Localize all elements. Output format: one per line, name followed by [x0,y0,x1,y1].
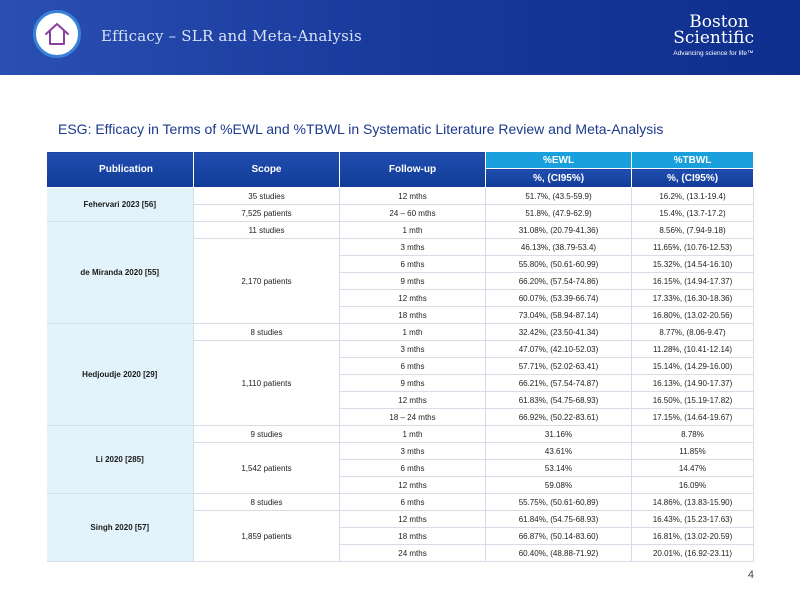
header-ewl-sub: %, (CI95%) [486,169,632,188]
followup-cell: 3 mths [340,443,486,460]
followup-cell: 12 mths [340,477,486,494]
followup-cell: 6 mths [340,358,486,375]
tbwl-cell: 14.47% [632,460,754,477]
home-icon [42,20,72,48]
ewl-cell: 55.80%, (50.61-60.99) [486,256,632,273]
tbwl-cell: 16.50%, (15.19-17.82) [632,392,754,409]
followup-cell: 24 mths [340,545,486,562]
followup-cell: 12 mths [340,511,486,528]
ewl-cell: 43.61% [486,443,632,460]
ewl-cell: 51.8%, (47.9-62.9) [486,205,632,222]
table-row [47,494,754,511]
tbwl-cell: 16.2%, (13.1-19.4) [632,188,754,205]
table-row [47,324,754,341]
ewl-cell: 47.07%, (42.10-52.03) [486,341,632,358]
tbwl-cell: 16.81%, (13.02-20.59) [632,528,754,545]
tbwl-cell: 15.14%, (14.29-16.00) [632,358,754,375]
brand-name-line1: Boston [689,12,749,32]
scope-cell: 1,542 patients [194,443,340,494]
ewl-cell: 32.42%, (23.50-41.34) [486,324,632,341]
table-row [47,426,754,443]
tbwl-cell: 11.65%, (10.76-12.53) [632,239,754,256]
scope-cell: 35 studies [194,188,340,205]
tbwl-cell: 8.77%, (8.06-9.47) [632,324,754,341]
scope-cell: 11 studies [194,222,340,239]
ewl-cell: 59.08% [486,477,632,494]
tbwl-cell: 8.78% [632,426,754,443]
header-tbwl-sub: %, (CI95%) [632,169,754,188]
header-ewl: %EWL [486,152,632,169]
followup-cell: 18 mths [340,307,486,324]
followup-cell: 12 mths [340,188,486,205]
publication-cell: Singh 2020 [57] [47,494,194,562]
scope-cell: 1,110 patients [194,341,340,426]
ewl-cell: 66.21%, (57.54-74.87) [486,375,632,392]
scope-cell: 8 studies [194,324,340,341]
publication-cell: Fehervari 2023 [56] [47,188,194,222]
top-banner [0,0,800,75]
tbwl-cell: 15.32%, (14.54-16.10) [632,256,754,273]
ewl-cell: 31.16% [486,426,632,443]
followup-cell: 1 mth [340,222,486,239]
tbwl-cell: 11.28%, (10.41-12.14) [632,341,754,358]
followup-cell: 18 mths [340,528,486,545]
followup-cell: 9 mths [340,273,486,290]
ewl-cell: 61.83%, (54.75-68.93) [486,392,632,409]
brand-name-line2: Scientific [673,28,754,48]
brand-logo [673,14,754,57]
followup-cell: 6 mths [340,460,486,477]
ewl-cell: 73.04%, (58.94-87.14) [486,307,632,324]
header-tbwl: %TBWL [632,152,754,169]
followup-cell: 3 mths [340,239,486,256]
efficacy-table [46,151,754,562]
followup-cell: 12 mths [340,290,486,307]
tbwl-cell: 17.15%, (14.64-19.67) [632,409,754,426]
publication-cell: Hedjoudje 2020 [29] [47,324,194,426]
ewl-cell: 57.71%, (52.02-63.41) [486,358,632,375]
table-row [47,188,754,205]
followup-cell: 9 mths [340,375,486,392]
followup-cell: 3 mths [340,341,486,358]
tbwl-cell: 16.15%, (14.94-17.37) [632,273,754,290]
scope-cell: 7,525 patients [194,205,340,222]
followup-cell: 18 – 24 mths [340,409,486,426]
followup-cell: 6 mths [340,256,486,273]
home-button[interactable] [33,10,81,58]
scope-cell: 2,170 patients [194,239,340,324]
tbwl-cell: 14.86%, (13.83-15.90) [632,494,754,511]
ewl-cell: 53.14% [486,460,632,477]
tbwl-cell: 16.09% [632,477,754,494]
ewl-cell: 61.84%, (54.75-68.93) [486,511,632,528]
ewl-cell: 60.40%, (48.88-71.92) [486,545,632,562]
ewl-cell: 66.92%, (50.22-83.61) [486,409,632,426]
followup-cell: 1 mth [340,426,486,443]
header-scope: Scope [194,152,340,188]
tbwl-cell: 16.80%, (13.02-20.56) [632,307,754,324]
tbwl-cell: 15.4%, (13.7-17.2) [632,205,754,222]
tbwl-cell: 17.33%, (16.30-18.36) [632,290,754,307]
tbwl-cell: 16.43%, (15.23-17.63) [632,511,754,528]
publication-cell: Li 2020 [285] [47,426,194,494]
tbwl-cell: 16.13%, (14.90-17.37) [632,375,754,392]
scope-cell: 1,859 patients [194,511,340,562]
scope-cell: 8 studies [194,494,340,511]
brand-tagline: Advancing science for life™ [673,50,754,57]
header-followup: Follow-up [340,152,486,188]
header-publication: Publication [47,152,194,188]
ewl-cell: 66.87%, (50.14-83.60) [486,528,632,545]
ewl-cell: 51.7%, (43.5-59.9) [486,188,632,205]
scope-cell: 9 studies [194,426,340,443]
tbwl-cell: 11.85% [632,443,754,460]
ewl-cell: 31.08%, (20.79-41.36) [486,222,632,239]
followup-cell: 24 – 60 mths [340,205,486,222]
table-body [47,188,754,562]
ewl-cell: 66.20%, (57.54-74.86) [486,273,632,290]
page-number: 4 [747,569,754,581]
table-row [47,222,754,239]
followup-cell: 1 mth [340,324,486,341]
page-title: ESG: Efficacy in Terms of %EWL and %TBWL in Systematic Literature Review and Meta-Analysis [58,121,664,137]
followup-cell: 6 mths [340,494,486,511]
followup-cell: 12 mths [340,392,486,409]
ewl-cell: 60.07%, (53.39-66.74) [486,290,632,307]
ewl-cell: 46.13%, (38.79-53.4) [486,239,632,256]
tbwl-cell: 8.56%, (7.94-9.18) [632,222,754,239]
section-title: Efficacy – SLR and Meta-Analysis [101,27,362,45]
tbwl-cell: 20.01%, (16.92-23.11) [632,545,754,562]
ewl-cell: 55.75%, (50.61-60.89) [486,494,632,511]
publication-cell: de Miranda 2020 [55] [47,222,194,324]
